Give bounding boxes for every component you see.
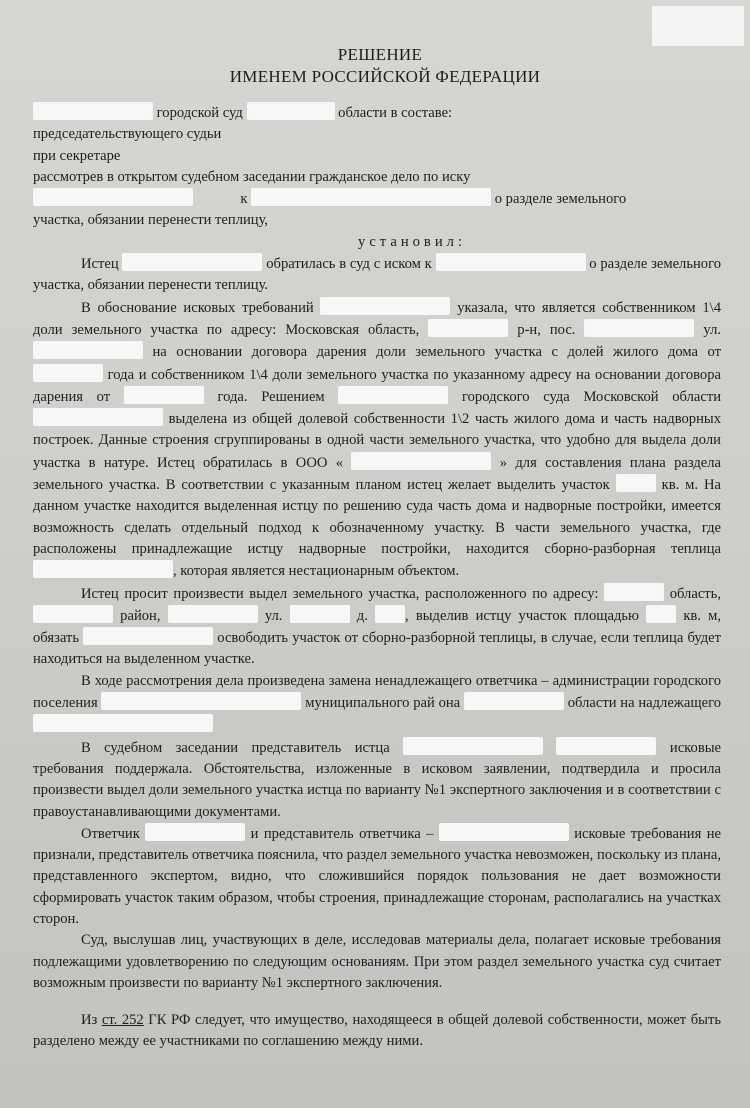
redaction-block: [33, 560, 173, 578]
redaction-block: [375, 605, 405, 623]
intro-parties: [33, 188, 721, 210]
redaction-block: [33, 408, 163, 426]
redaction-block: [338, 386, 448, 404]
redaction-block: [320, 297, 450, 315]
redaction-block: [584, 319, 694, 337]
redaction-block: [122, 253, 262, 271]
p3-text: область,: [669, 585, 721, 602]
p8-text: Из: [81, 1012, 98, 1029]
p4-text: области на надлежащего: [567, 695, 721, 712]
redaction-block: [428, 319, 508, 337]
intro-judge: председательствующего судьи: [33, 126, 222, 143]
intro-subject: участка, обязании перенести теплицу,: [33, 212, 269, 229]
paragraph-3: [33, 583, 721, 671]
p6-text: исковые требования не признали, представитель ответчика пояснила, что раздел земельного участка невозможен, поскольку из плана, представленного экспертом, видно, что сложившийся порядок пользования не дает возможности сформировать участок таким образом, чтобы строения, принадлежащие сторонам, располагались на участках сторон.: [33, 825, 721, 927]
paragraph-1: [33, 253, 721, 297]
paragraph-4: [33, 671, 721, 737]
p2-text: на основании договора дарения доли земельного участка с долей жилого дома от: [152, 344, 721, 361]
p3-text: кв. м, обязать: [33, 607, 721, 647]
redaction-block: [101, 692, 301, 710]
p2-text: » для составления плана раздела земельного участка. В соответствии с указанным планом истец желает выделить участок: [33, 454, 722, 494]
intro-considered: рассмотрев в открытом судебном заседании гражданское дело по иску: [33, 168, 471, 185]
p1-text: обратилась в суд с иском к: [266, 256, 432, 273]
p4-text: В ходе рассмотрения дела произведена замена ненадлежащего ответчика – администрации городского поселения: [33, 672, 721, 712]
p2-text: года и собственником 1\4 доли земельного участка по указанному адресу на основании договора дарения от: [33, 366, 721, 405]
p3-text: д.: [356, 607, 368, 624]
p8-text: ГК РФ следует, что имущество, находящееся в общей долевой собственности, может быть разделено между ее участниками по соглашению между ними.: [33, 1012, 721, 1050]
k-text: к: [240, 191, 248, 208]
p3-text: , выделив истцу участок площадью: [405, 607, 639, 624]
p3-text: Истец просит произвести выдел земельного участка, расположенного по адресу:: [81, 585, 599, 602]
paragraph-5: [33, 737, 721, 823]
p3-text: район,: [120, 607, 161, 624]
redaction-block: [436, 253, 586, 271]
redaction-block: [439, 823, 569, 841]
redaction-block: [464, 692, 564, 710]
established-heading: установил:: [358, 233, 466, 250]
court-text: городской суд: [156, 105, 243, 121]
p4-text: муниципального рай: [305, 695, 435, 712]
p2-text: указала, что является собственником 1\4 доли земельного участка по адресу: Московская область,: [33, 299, 721, 338]
paragraph-7: Суд, выслушав лиц, участвующих в деле, исследовав материалы дела, полагает исковые требования подлежащими удовлетворению по следующим основаниям. При этом раздел земельного участка суд считает возможным произвести по варианту №1 экспертного заключения.: [33, 932, 721, 991]
p2-text: ул.: [703, 321, 722, 338]
redaction-block: [652, 6, 744, 46]
p3-text: ул.: [264, 607, 283, 624]
redaction-block: [33, 188, 193, 206]
redaction-block: [556, 737, 656, 755]
paragraph-6: [33, 823, 721, 930]
document-body: [33, 102, 721, 1053]
paragraph-2: [33, 297, 721, 583]
redaction-block: [251, 188, 491, 206]
redaction-block: [33, 341, 143, 359]
p2-text: В обоснование исковых требований: [81, 299, 314, 316]
redaction-block: [403, 737, 543, 755]
p3-text: освободить участок от сборно-разборной теплицы, в случае, если теплица будет находиться на выделенном участке.: [33, 630, 722, 668]
p4-text: она: [438, 695, 461, 712]
p2-text: кв. м. На данном участке находится выделенная истцу по решению суда часть дома и надворные постройки, имеется возможность сделать отдельный подход к обозначенному участку. В части земельного участка, где расположены принадлежащие истцу надворные постройки, находится сборно-разборная теплица: [33, 477, 721, 557]
redaction-block: [290, 605, 350, 623]
subject-text: о разделе земельного: [494, 191, 627, 208]
redaction-block: [351, 452, 491, 470]
region-text: области в составе:: [338, 105, 453, 121]
document-subtitle: ИМЕНЕМ РОССИЙСКОЙ ФЕДЕРАЦИИ: [229, 67, 541, 86]
article-link[interactable]: ст. 252: [101, 1012, 144, 1029]
p2-text: года. Решением: [217, 388, 325, 405]
p1-text: о разделе: [589, 256, 648, 273]
p6-text: Ответчик: [81, 825, 140, 842]
p5-text: В судебном заседании представитель истца: [81, 739, 390, 756]
p2-text: городского суда Московской области: [462, 388, 722, 405]
redaction-block: [124, 386, 204, 404]
redaction-block: [247, 102, 335, 120]
document-title: РЕШЕНИЕ: [337, 45, 423, 64]
redaction-block: [616, 474, 656, 492]
p2-text: выделена из общей долевой собственности 1\2 часть жилого дома и часть надворных построек. Данные строения сгруппированы в одной части земельного участка, что удобно для выдела доли участка в натуре. Истец обратилась в ООО: [33, 411, 721, 471]
redaction-block: [604, 583, 664, 601]
p2-text: «: [335, 454, 344, 471]
redaction-block: [168, 605, 258, 623]
intro-court: [33, 102, 721, 124]
redaction-block: [33, 714, 213, 732]
paragraph-8: [33, 1010, 721, 1053]
redaction-block: [33, 102, 153, 120]
redaction-block: [145, 823, 245, 841]
intro-secretary: при секретаре: [33, 147, 121, 164]
p1-text: земельного участка, обязании перенести теплицу.: [33, 256, 722, 294]
p6-text: и представитель ответчика –: [250, 825, 434, 842]
redaction-block: [33, 364, 103, 382]
p2-text: р-н, пос.: [517, 321, 576, 338]
redaction-block: [646, 605, 676, 623]
redaction-block: [83, 627, 213, 645]
document-header: [0, 44, 750, 88]
redaction-block: [33, 605, 113, 623]
p2-text: , которая является нестационарным объектом.: [173, 563, 460, 580]
p1-text: Истец: [81, 256, 119, 273]
p5-text: исковые требования поддержала. Обстоятельства, изложенные в исковом заявлении, подтвердила и просила произвести выдел доли земельного участка истца по варианту №1 экспертного заключения и в соответствии с правоустанавливающими документами.: [33, 739, 721, 820]
